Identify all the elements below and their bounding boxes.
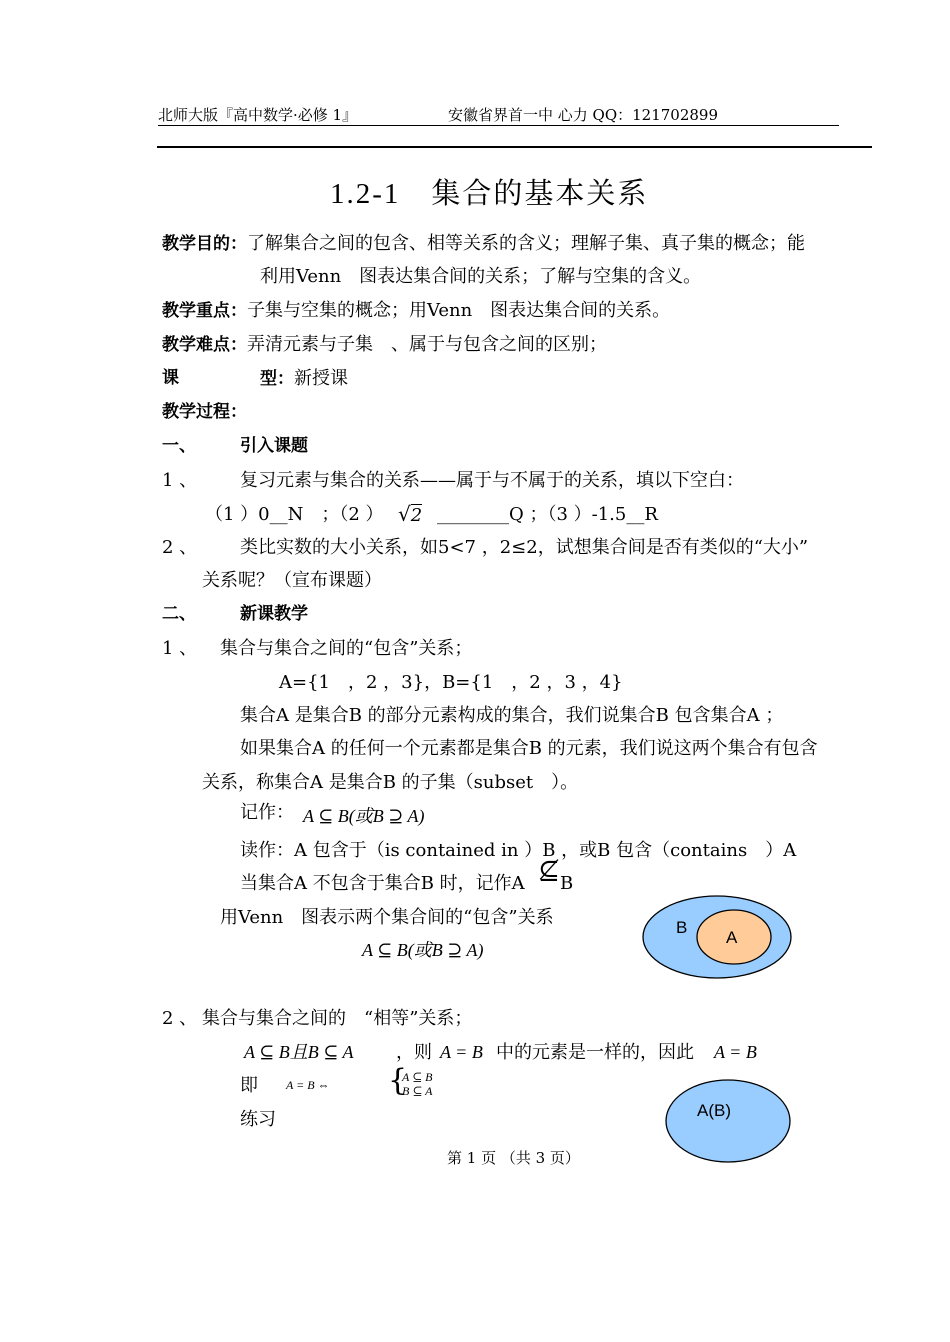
ji-label: 即 — [240, 1075, 258, 1096]
goal-label: 教学目的：了解集合之间的包含、相等关系的含义；理解子集、真子集的概念；能 — [162, 233, 805, 254]
item2-num: 2 、 — [162, 537, 198, 558]
not-contained-text: 当集合A 不包含于集合B 时，记作A — [240, 873, 525, 894]
item1-text: 复习元素与集合的关系——属于与不属于的关系，填以下空白： — [240, 470, 744, 491]
item2-line2: 关系呢？（宣布课题） — [202, 570, 382, 591]
section2-num: 二、 — [162, 604, 196, 624]
venn-label-ab: A(B) — [697, 1101, 731, 1120]
venn-diagram-equal — [662, 1076, 796, 1168]
practice-label: 练习 — [240, 1109, 276, 1130]
item2-line1: 类比实数的大小关系，如5<7 ，2≤2，试想集合间是否有类似的“大小” — [240, 537, 809, 558]
goal-line1: 了解集合之间的包含、相等关系的含义；理解子集、真子集的概念；能 — [247, 233, 805, 254]
equivalence-left: A = B ⇔ — [286, 1078, 330, 1092]
item3-num: 1 、 — [162, 638, 198, 659]
item1-fill-b: ________Q ；（3 ）-1.5__R — [437, 504, 658, 525]
write-label: 记作： — [240, 802, 294, 823]
equality-a: A = B — [440, 1042, 483, 1062]
venn-caption: 用Venn 图表示两个集合间的“包含”关系 — [220, 907, 554, 928]
venn-label-b: B — [676, 918, 688, 937]
equality-then: ，则 — [396, 1042, 432, 1063]
item1-num: 1 、 — [162, 470, 198, 491]
not-contained-b: B — [560, 873, 574, 894]
header-underline — [158, 125, 839, 126]
section2-title: 新课教学 — [240, 604, 308, 624]
venn-label-a: A — [726, 928, 738, 947]
sqrt-radicand: 2 — [410, 505, 423, 526]
section1-num: 一、 — [162, 436, 196, 456]
lesson-type-text: 新授课 — [294, 368, 348, 389]
item3-p2b: 关系，称集合A 是集合B 的子集（subset ）。 — [202, 772, 579, 793]
item4-num: 2 、 — [162, 1008, 198, 1029]
item4-text: 集合与集合之间的 “相等”关系； — [202, 1008, 473, 1029]
item1-fill-a: （1 ）0__N ；（2 ） — [205, 504, 384, 525]
venn-set-ab — [666, 1080, 790, 1162]
not-subset-symbol: ⊈ — [538, 856, 560, 886]
key-point — [162, 294, 670, 328]
header-left: 北师大版『高中数学·必修 1』 — [158, 106, 358, 124]
section1-title: 引入课题 — [240, 436, 308, 456]
goal-line2: 利用Venn 图表达集合间的关系；了解与空集的含义。 — [260, 266, 702, 287]
item3-text: 集合与集合之间的“包含”关系； — [220, 638, 473, 659]
key-point-label: 教学重点： — [162, 301, 247, 321]
read-text: 读作：A 包含于（is contained in ）B ，或B 包含（contains ）A — [240, 840, 797, 861]
equivalence-right-2: B ⊆ A — [402, 1084, 433, 1098]
lesson-type-label-a: 课 — [162, 368, 179, 388]
page-title: 1.2-1 集合的基本关系 — [330, 178, 649, 210]
subset-notation-2: A ⊆ B(或B ⊇ A) — [362, 940, 484, 960]
item3-p1: 集合A 是集合B 的部分元素构成的集合，我们说集合B 包含集合A ； — [240, 705, 784, 726]
lesson-type — [260, 362, 348, 396]
equality-b: A = B — [714, 1042, 757, 1062]
sets-definition: A={1 ，2 ，3}，B={1 ，2 ，3 ，4} — [279, 672, 623, 693]
difficulty-text: 弄清元素与子集 、属于与包含之间的区别； — [247, 334, 607, 355]
brace-icon: { — [388, 1063, 408, 1098]
equality-condition: A ⊆ B且B ⊆ A — [244, 1042, 354, 1062]
item3-p2a: 如果集合A 的任何一个元素都是集合B 的元素，我们说这两个集合有包含 — [240, 738, 818, 759]
sqrt-expression: √2 — [398, 502, 423, 526]
lesson-type-label-b: 型： — [260, 369, 294, 389]
process-label: 教学过程： — [162, 402, 247, 422]
page-footer: 第 1 页 （共 3 页） — [447, 1149, 580, 1167]
key-point-text: 子集与空集的概念；用Venn 图表达集合间的关系。 — [247, 300, 671, 321]
venn-diagram-containment — [638, 892, 796, 984]
subset-notation: A ⊆ B(或B ⊇ A) — [303, 806, 425, 826]
equivalence-right-1: A ⊆ B — [402, 1070, 433, 1084]
header-right: 安徽省界首一中 心力 QQ：121702899 — [448, 106, 719, 124]
header-rule — [157, 146, 872, 148]
equality-mid: 中的元素是一样的，因此 — [496, 1042, 694, 1063]
difficulty — [162, 328, 607, 362]
difficulty-label: 教学难点： — [162, 335, 247, 355]
